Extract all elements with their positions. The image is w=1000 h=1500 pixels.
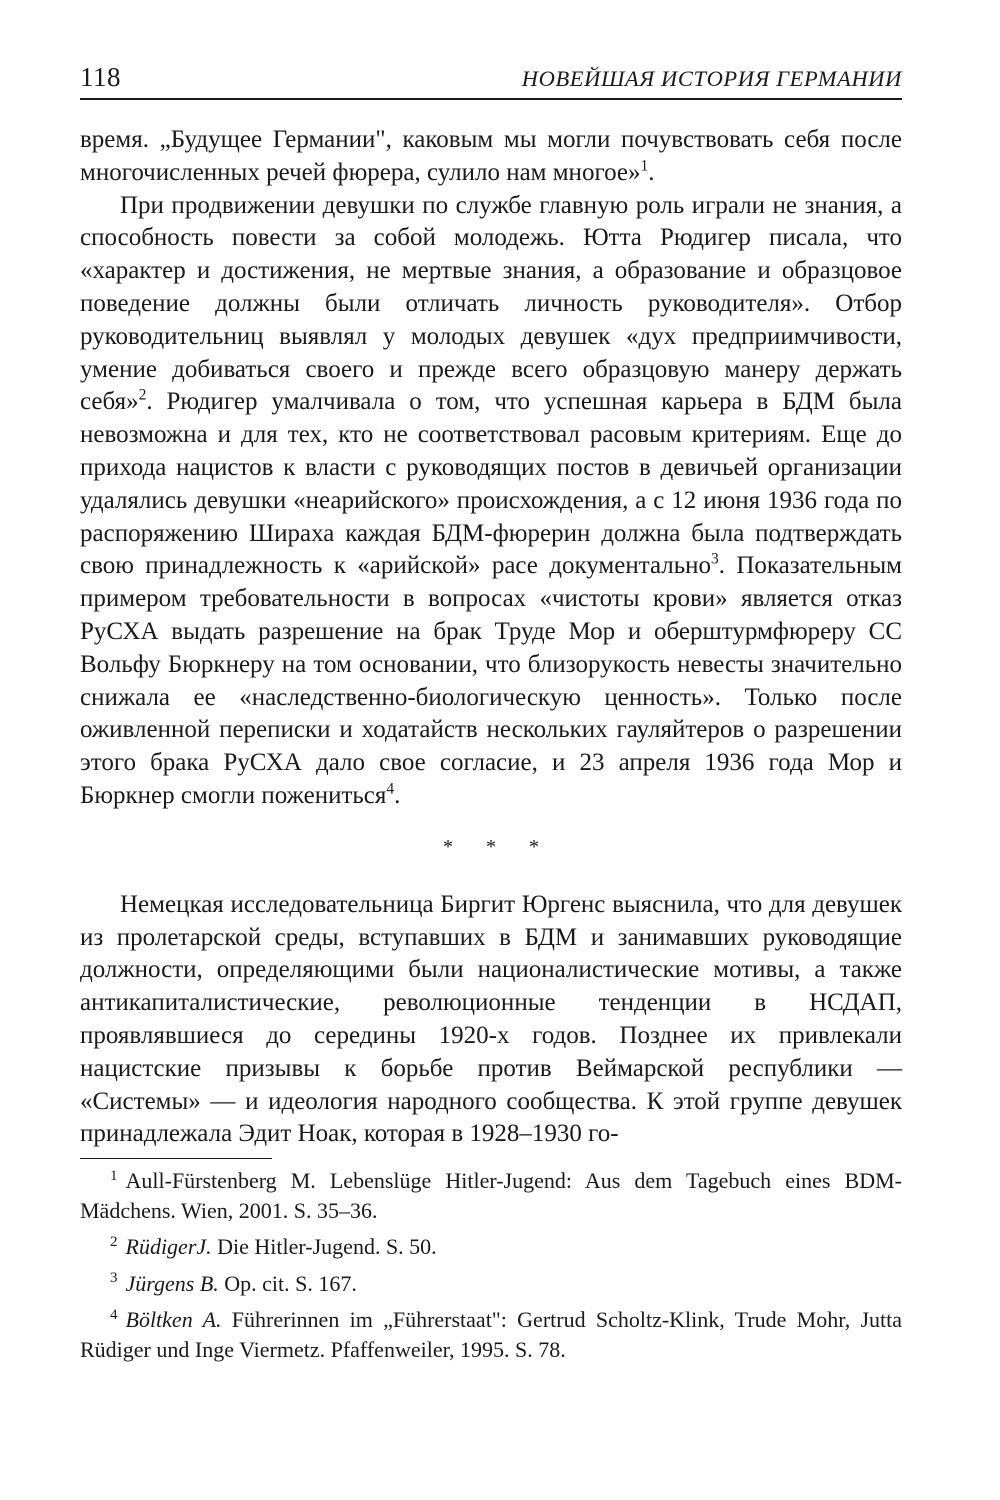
paragraph-1: время. „Будущее Германии", каковым мы могли почувствовать себя после многочисленных речей фюрера, сулило нам многое»$^1$. <box>80 126 902 186</box>
book-title: НОВЕЙШАЯ ИСТОРИЯ ГЕРМАНИИ <box>521 66 902 91</box>
main-text <box>80 124 902 1151</box>
footnote-2 <box>80 1232 902 1262</box>
footnote-4 <box>80 1305 902 1364</box>
footnote-number: 2 <box>110 1233 118 1250</box>
running-header <box>80 58 902 100</box>
footnote-number: 3 <box>110 1270 118 1287</box>
footnote-author: Böltken A. <box>125 1307 222 1332</box>
footnote-ref-2: 2 <box>138 387 147 405</box>
footnote-text: Aull-Fürstenberg M. Lebenslüge Hitler-Jugend: Aus dem Tagebuch eines BDM-Mädchens. Wien, 2001. S. 35–36. <box>80 1168 902 1223</box>
footnote-divider <box>80 1158 272 1159</box>
footnote-text: Führerinnen im „Führerstaat": Gertrud Scholtz-Klink, Trude Mohr, Jutta Rüdiger und Inge Viermetz. Pfaffenweiler, 1995. S. 78. <box>80 1307 903 1362</box>
footnote-author: RüdigerJ. <box>125 1234 212 1259</box>
page-number: 118 <box>80 62 121 92</box>
footnote-number: 1 <box>110 1167 118 1184</box>
footnote-text: Die Hitler-Jugend. S. 50. <box>211 1234 437 1259</box>
section-separator: * * * <box>443 835 553 858</box>
footnote-author: Jürgens B. <box>125 1270 219 1296</box>
footnote-ref-1: 1 <box>640 157 649 175</box>
footnote-1 <box>80 1166 902 1225</box>
paragraph-3: Немецкая исследовательница Биргит Юргенс выяснила, что для девушек из пролетарской среды, вступавших в БДМ и занимавших руководящие должности, определяющими были националистические мотивы, а также антикапиталистические, революционные тенденции в НСДАП, проявлявшиеся до середины 1920-х годов. Позднее их привлекали нацистские призывы к борьбе против Веймарской республики — «Системы» — и идеология народного сообщества. К этой группе девушек принадлежала Эдит Ноак, которая в 1928–1930 го- <box>80 890 902 1148</box>
footnote-ref-3: 3 <box>711 551 719 569</box>
footnotes <box>80 1166 902 1371</box>
footnote-text: Op. cit. S. 167. <box>218 1270 357 1296</box>
footnote-3 <box>80 1269 902 1299</box>
paragraph-2: При продвижении девушки по службе главную роль играли не знания, а способность повести за собой молодежь. Ютта Рюдигер писала, что «характер и достижения, не мертвые знания, а образование и образцовое поведение должны были отличать личность руководителя». Отбор руководительниц выявлял у молодых девушек «дух предприимчивости, умение добиваться своего и прежде всего образцовую манеру держать себя»$^2$. Рюдигер умалчивала о том, что успешная карьера в БДМ была невозможна и для тех, кто не соответствовал расовым критериям. Еще до прихода нацистов к власти с руководящих постов в девичьей организации удалялись девушки «неарийского» происхождения, а с 12 июня 1936 года по распоряжению Шираха каждая БДМ-фюрерин должна была подтверждать свою принадлежность к «арийской» расе документально$^3$. Показательным примером требовательности в вопросах «чистоты крови» является отказ РуСХА выдать разрешение на брак Труде Мор и оберштурмфюреру СС Вольфу Бюркнеру на том основании, что близорукость невесты значительно снижала ее «наследственно-биологическую ценность». Только после оживленной переписки и ходатайств нескольких гауляйтеров о разрешении этого брака РуСХА дало свое согласие, и 23 апреля 1936 года Мор и Бюркнер смогли пожениться$^4$. <box>80 191 903 809</box>
footnote-number: 4 <box>110 1306 118 1323</box>
footnote-ref-4: 4 <box>386 780 395 798</box>
